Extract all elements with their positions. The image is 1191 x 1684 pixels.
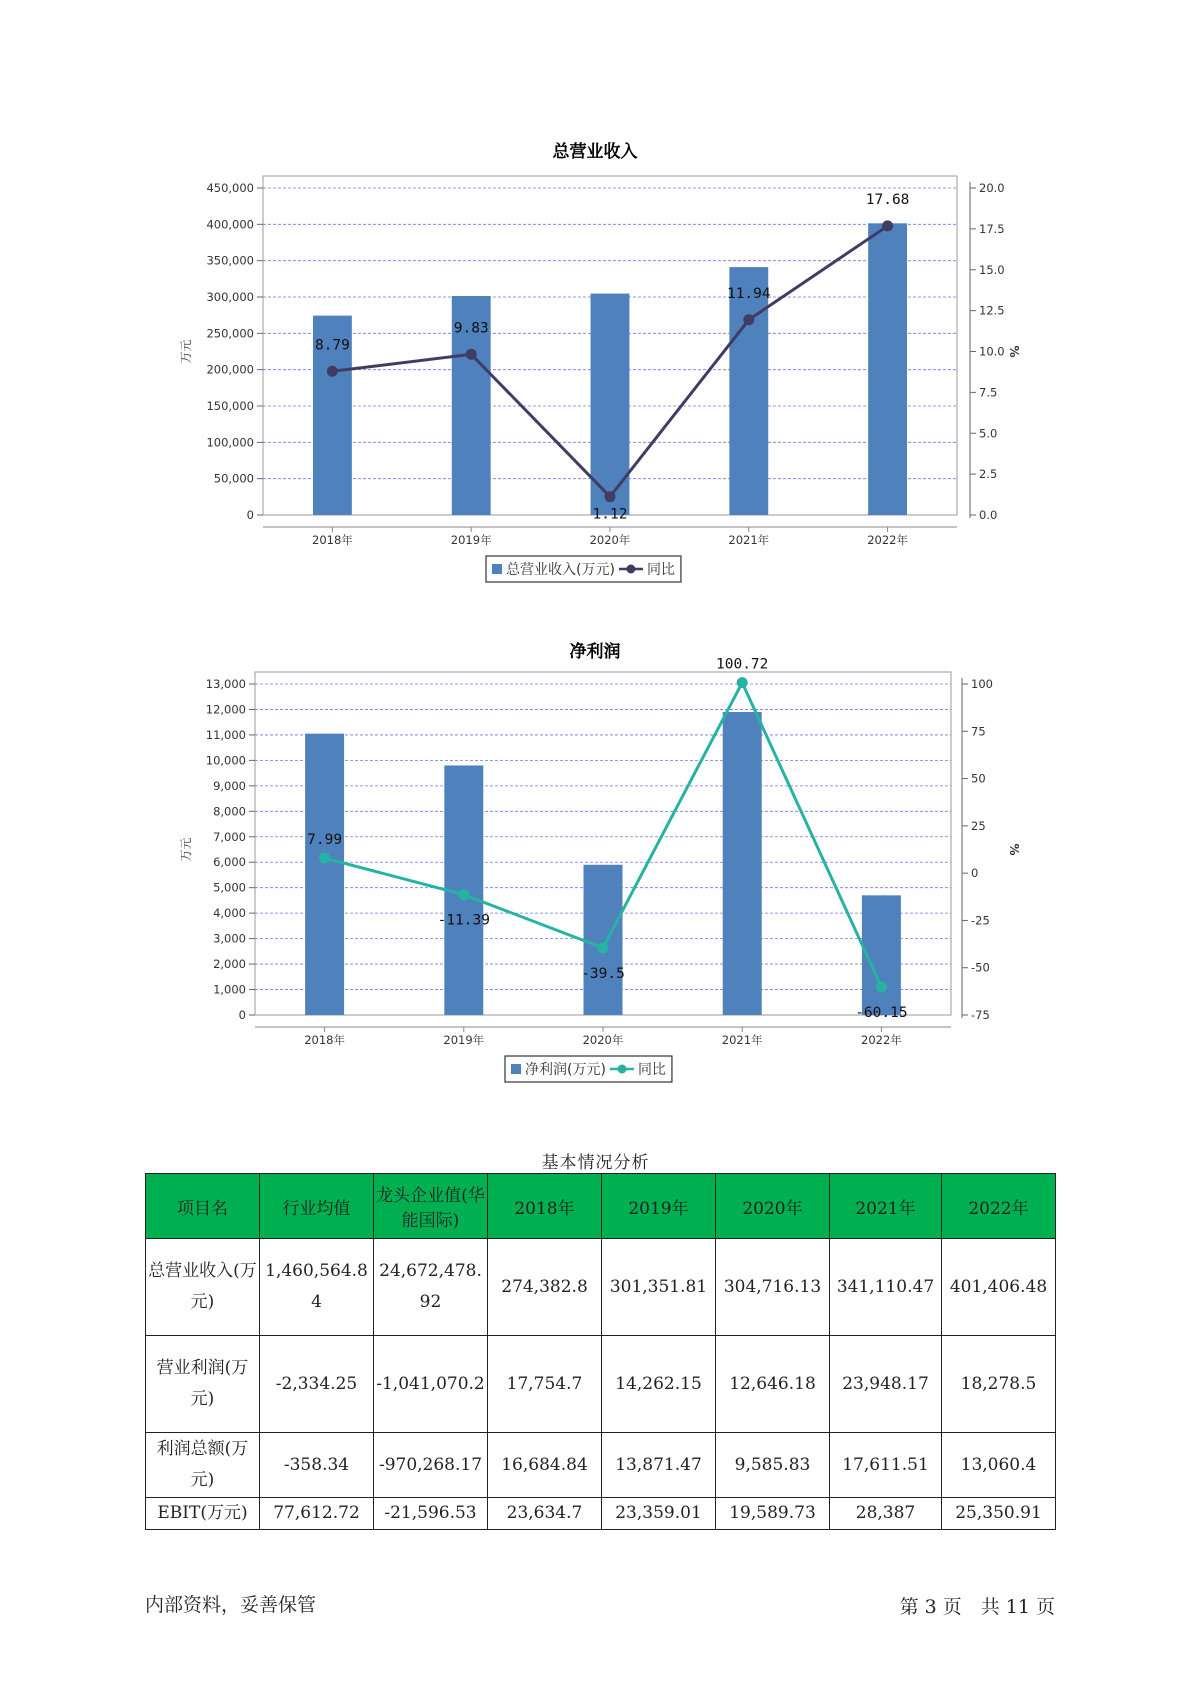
x-tick-label: 2021年 [728,533,770,547]
bar [584,865,623,1015]
table-cell: 营业利润(万元) [146,1336,260,1433]
right-tick-label: 5.0 [979,426,998,441]
table-cell: 19,589.73 [716,1498,830,1530]
bar [305,734,344,1015]
table-cell: -358.34 [260,1433,374,1498]
table-cell: -970,268.17 [374,1433,488,1498]
x-tick-label: 2022年 [867,533,908,547]
table-cell: 23,948.17 [830,1336,942,1433]
legend-bar-label: 净利润(万元) [525,1062,606,1078]
left-axis-title: 万元 [179,837,193,862]
right-tick-label: 17.5 [979,221,1005,236]
yoy-data-label: 7.99 [307,832,343,849]
left-tick-label: 200,000 [206,362,254,377]
table-row [146,1239,1056,1336]
table-cell: 12,646.18 [716,1336,830,1433]
left-tick-label: 0 [238,1008,246,1022]
x-tick-label: 2018年 [304,1033,345,1047]
table-cell: -1,041,070.2 [374,1336,488,1433]
table-cell: 17,754.7 [488,1336,602,1433]
x-tick-label: 2022年 [861,1033,902,1047]
left-tick-label: 400,000 [206,217,254,232]
left-tick-label: 150,000 [206,399,254,413]
right-tick-label: 15.0 [979,262,1005,277]
yoy-data-label: 17.68 [865,191,910,208]
table-cell: EBIT(万元) [146,1498,260,1530]
yoy-data-label: 1.12 [592,506,628,523]
right-tick-label: -75 [971,1008,990,1022]
table-cell: 1,460,564.84 [260,1239,374,1336]
yoy-point [737,677,748,688]
header-industry-avg: 行业均值 [260,1174,374,1239]
left-tick-label: 50,000 [213,471,254,486]
left-tick-label: 250,000 [206,326,254,341]
right-tick-label: 12.5 [979,303,1005,318]
table-cell: -2,334.25 [260,1336,374,1433]
legend-line-label: 同比 [646,562,675,578]
legend-bar-swatch [492,564,502,574]
yoy-point [458,889,469,900]
table-cell: 9,585.83 [716,1433,830,1498]
right-tick-label: -50 [971,960,990,975]
legend-bar-label: 总营业收入(万元) [506,562,615,578]
legend-line-marker [617,1065,626,1074]
chart-title: 净利润 [569,642,621,662]
right-tick-label: 2.5 [979,467,998,482]
yoy-point [466,349,477,360]
table-cell: 17,611.51 [830,1433,942,1498]
left-tick-label: 7,000 [213,829,246,844]
yoy-data-label: 8.79 [314,337,350,354]
x-tick-label: 2021年 [721,1033,763,1047]
header-2019: 2019年 [602,1174,716,1239]
footer-confidential-note: 内部资料，妥善保管 [145,1594,317,1616]
right-tick-label: 100 [971,677,993,691]
yoy-point [876,981,887,992]
left-tick-label: 350,000 [206,253,254,268]
right-tick-label: 7.5 [979,385,998,400]
net-profit-chart [0,630,1191,1100]
table-cell: 16,684.84 [488,1433,602,1498]
yoy-point [743,314,754,325]
left-tick-label: 13,000 [205,677,246,691]
left-tick-label: 5,000 [213,880,246,895]
table-row [146,1336,1056,1433]
table-cell: 304,716.13 [716,1239,830,1336]
yoy-point [598,942,609,953]
footer-page-number: 第 3 页 共 11 页 [899,1596,1055,1618]
left-tick-label: 10,000 [205,753,246,768]
left-tick-label: 3,000 [213,931,246,946]
left-tick-label: 8,000 [213,804,246,819]
table-cell: 13,871.47 [602,1433,716,1498]
table-cell: 28,387 [830,1498,942,1530]
table-cell: 23,634.7 [488,1498,602,1530]
basic-analysis-table [145,1173,1056,1530]
right-tick-label: 10.0 [979,344,1005,359]
table-cell: 274,382.8 [488,1239,602,1336]
revenue-chart [0,130,1191,600]
table-cell: 301,351.81 [602,1239,716,1336]
legend-line-label: 同比 [637,1062,666,1078]
table-header-row [146,1174,1056,1239]
table-cell: 13,060.4 [942,1433,1056,1498]
header-leader-value: 龙头企业值(华能国际) [374,1174,488,1239]
table-cell: 23,359.01 [602,1498,716,1530]
header-2020: 2020年 [716,1174,830,1239]
yoy-data-label: 100.72 [716,656,769,673]
left-tick-label: 450,000 [206,181,254,195]
table-cell: 18,278.5 [942,1336,1056,1433]
left-tick-label: 6,000 [213,855,246,870]
right-tick-label: 0.0 [979,508,998,522]
x-tick-label: 2020年 [582,1033,624,1047]
left-tick-label: 11,000 [205,727,246,742]
right-axis-title: % [1007,843,1021,856]
table-cell: 77,612.72 [260,1498,374,1530]
legend-bar-swatch [511,1064,521,1074]
net-profit-chart-svg [0,630,1191,1100]
right-tick-label: -25 [971,913,990,928]
header-2018: 2018年 [488,1174,602,1239]
left-tick-label: 100,000 [206,435,254,450]
left-axis-title: 万元 [179,339,193,364]
table-caption: 基本情况分析 [541,1153,650,1173]
legend-line-marker [626,565,635,574]
header-item-name: 项目名 [146,1174,260,1239]
left-tick-label: 9,000 [213,778,246,793]
left-tick-label: 300,000 [206,290,254,304]
revenue-chart-svg [0,130,1191,600]
table-cell: 341,110.47 [830,1239,942,1336]
x-tick-label: 2018年 [312,533,353,547]
right-axis-title: % [1007,345,1021,358]
yoy-data-label: 11.94 [726,285,771,302]
left-tick-label: 0 [246,508,254,522]
yoy-data-label: -39.5 [581,965,625,982]
x-tick-label: 2019年 [443,1033,485,1047]
table-cell: 总营业收入(万元) [146,1239,260,1336]
yoy-point [882,220,893,231]
table-row [146,1498,1056,1530]
x-tick-label: 2019年 [450,533,492,547]
yoy-data-label: 9.83 [453,320,489,337]
chart-title: 总营业收入 [552,142,638,162]
yoy-point [319,853,330,864]
yoy-point [605,491,616,502]
table-cell: -21,596.53 [374,1498,488,1530]
table-cell: 401,406.48 [942,1239,1056,1336]
table-cell: 25,350.91 [942,1498,1056,1530]
right-tick-label: 50 [971,771,986,786]
yoy-point [327,366,338,377]
table-cell: 14,262.15 [602,1336,716,1433]
header-2021: 2021年 [830,1174,942,1239]
yoy-data-label: -60.15 [855,1004,908,1021]
right-tick-label: 0 [971,866,979,881]
right-tick-label: 20.0 [979,181,1005,195]
table-cell: 24,672,478.92 [374,1239,488,1336]
yoy-data-label: -11.39 [437,912,490,929]
header-2022: 2022年 [942,1174,1056,1239]
bar [723,712,762,1015]
right-tick-label: 75 [971,724,986,739]
left-tick-label: 2,000 [213,957,246,972]
table-cell: 利润总额(万元) [146,1433,260,1498]
x-tick-label: 2020年 [589,533,631,547]
bar [729,267,768,515]
left-tick-label: 12,000 [205,702,246,717]
right-tick-label: 25 [971,818,986,833]
table-row [146,1433,1056,1498]
left-tick-label: 1,000 [213,982,246,997]
left-tick-label: 4,000 [213,906,246,921]
bar [868,223,907,515]
